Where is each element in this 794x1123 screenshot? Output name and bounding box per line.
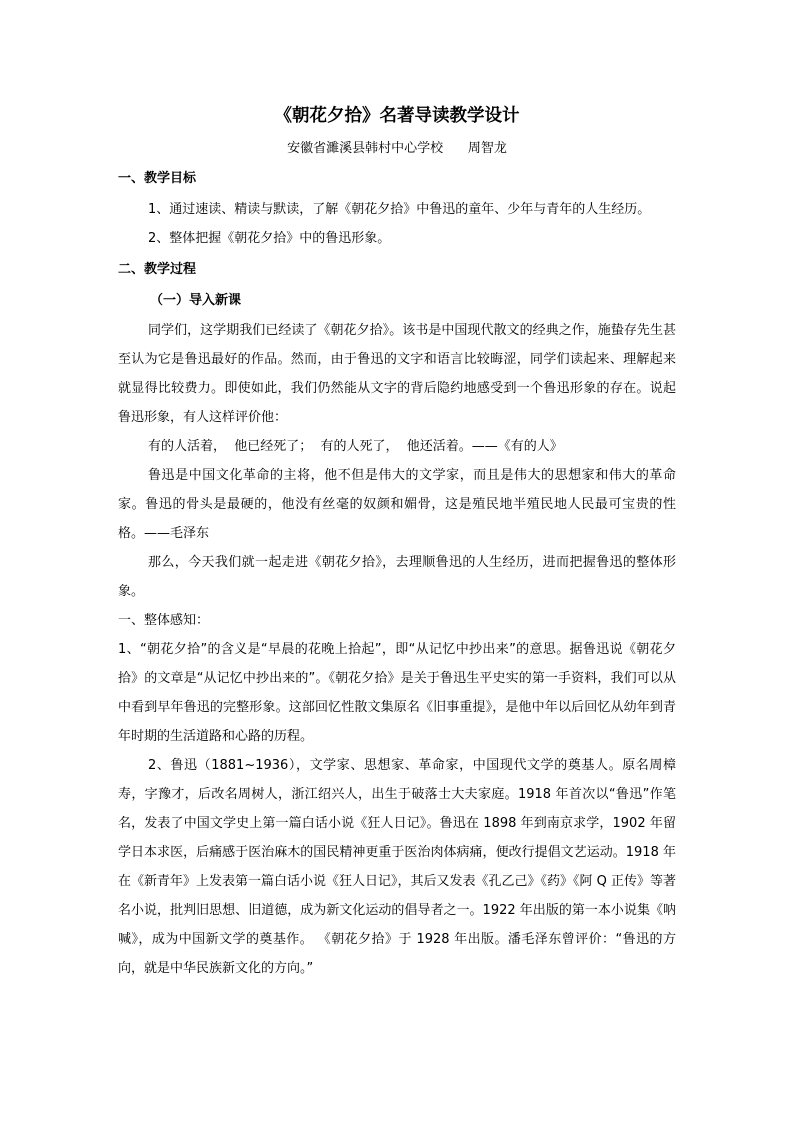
- transition-paragraph: 那么，今天我们就一起走进《朝花夕拾》，去理顺鲁迅的人生经历，进而把握鲁迅的整体形象。: [118, 555, 676, 599]
- section-heading-process: 二、教学过程: [118, 262, 197, 277]
- goal-item-2: 2、整体把握《朝花夕拾》中的鲁迅形象。: [148, 231, 391, 246]
- poem-quote: 有的人活着， 他已经死了； 有的人死了， 他还活着。——《有的人》: [148, 439, 563, 454]
- author-line: 安徽省濉溪县韩村中心学校 周智龙: [287, 141, 507, 156]
- goal-item-1: 1、通过速读、精读与默读，了解《朝花夕拾》中鲁迅的童年、少年与青年的人生经历。: [148, 202, 651, 217]
- document-page: [118, 100, 676, 983]
- overview-item-1: 1、“朝花夕拾”的含义是“早晨的花晚上拾起”，即“从记忆中抄出来”的意思。据鲁迅说《朝花夕拾》的文章是“从记忆中抄出来的”。《朝花夕拾》是关于鲁迅生平史实的第一手资料，我们可以从中看到早年鲁迅的完整形象。这部回忆性散文集原名《旧事重提》，是他中年以后回忆从幼年到青年时期的生活道路和心路的历程。: [118, 642, 676, 744]
- section-heading-overview: 一、整体感知：: [118, 613, 210, 628]
- document-title: 《朝花夕拾》名著导读教学设计: [274, 106, 520, 126]
- section-heading-goals: 一、教学目标: [118, 171, 197, 186]
- intro-paragraph: 同学们，这学期我们已经读了《朝花夕拾》。该书是中国现代散文的经典之作，施蛰存先生甚至认为它是鲁迅最好的作品。然而，由于鲁迅的文字和语言比较晦涩，同学们读起来、理解起来就显得比较费力。即使如此，我们仍然能从文字的背后隐约地感受到一个鲁迅形象的存在。说起鲁迅形象，有人这样评价他：: [118, 323, 676, 425]
- overview-item-2: 2、鲁迅（1881~1936），文学家、思想家、革命家，中国现代文学的奠基人。原名周樟寿，字豫才，后改名周树人，浙江绍兴人，出生于破落士大夫家庭。1918 年首次以“鲁迅”作笔名，发表了中国文学史上第一篇白话小说《狂人日记》。鲁迅在 1898 年到南京求学，1902 年留学日本求医，后痛感于医治麻木的国民精神更重于医治肉体病痛，便改行提倡文艺运动。1918 年在《新青年》上发表第一篇白话小说《狂人日记》，其后又发表《孔乙己》《药》《阿 Q 正传》等著名小说，批判旧思想、旧道德，成为新文化运动的倡导者之一。1922 年出版的第一本小说集《呐喊》，成为中国新文学的奠基作。 《朝花夕拾》于 1928 年出版。潘毛泽东曾评价：“鲁迅的方向，就是中华民族新文化的方向。”: [118, 758, 676, 976]
- mao-quote: 鲁迅是中国文化革命的主将，他不但是伟大的文学家，而且是伟大的思想家和伟大的革命家。鲁迅的骨头是最硬的，他没有丝毫的奴颜和媚骨，这是殖民地半殖民地人民最可宝贵的性格。——毛泽东: [118, 468, 676, 541]
- subsection-heading-intro: （一）导入新课: [150, 293, 242, 308]
